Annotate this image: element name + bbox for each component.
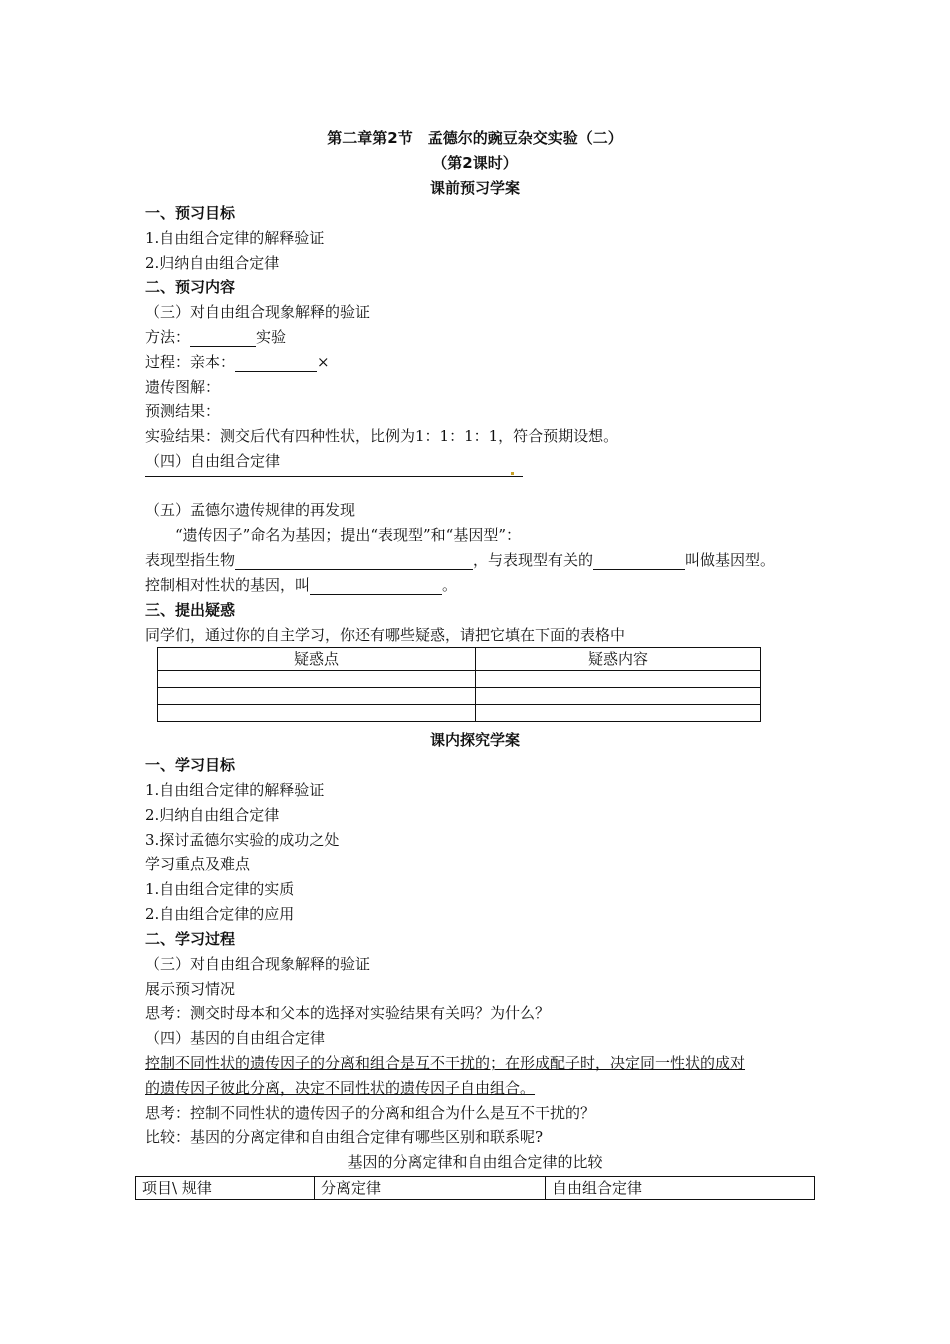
process-line [145, 352, 330, 372]
phenotype-text-b: ，与表现型有关的 [473, 551, 594, 569]
questions-instruction: 同学们，通过你的自主学习，你还有哪些疑惑，请把它填在下面的表格中 [145, 626, 626, 644]
key-point-2: 2.自由组合定律的应用 [145, 905, 295, 923]
law-statement-line-2: 的遗传因子彼此分离，决定不同性状的遗传因子自由组合。 [145, 1079, 536, 1097]
method-blank[interactable] [190, 330, 256, 347]
preview-heading: 课前预习学案 [429, 179, 520, 197]
key-points-label: 学习重点及难点 [145, 855, 251, 873]
key-point-1: 1.自由组合定律的实质 [145, 880, 295, 898]
predict-label: 预测结果： [145, 402, 221, 420]
inclass-heading: 课内探究学案 [429, 731, 520, 749]
allele-text-b: 。 [442, 576, 458, 594]
table-cell[interactable] [158, 688, 476, 705]
inclass-subsection-4: （四）基因的自由组合定律 [145, 1029, 326, 1047]
allele-text-a: 控制相对性状的基因，叫 [145, 576, 311, 594]
table-cell[interactable] [158, 671, 476, 688]
method-suffix: 实验 [256, 328, 287, 346]
preview-section-questions: 三、提出疑惑 [145, 601, 236, 619]
table-header-independent: 自由组合定律 [546, 1177, 815, 1200]
process-label: 过程：亲本： [145, 353, 236, 371]
gene-naming-text: “遗传因子”命名为基因；提出“表现型”和“基因型”： [175, 526, 522, 544]
phenotype-blank[interactable] [235, 553, 473, 570]
inclass-goal-3: 3.探讨孟德尔实验的成功之处 [145, 831, 340, 849]
table-header-content: 疑惑内容 [476, 648, 761, 671]
allele-blank[interactable] [310, 578, 442, 595]
comparison-table-title: 基因的分离定律和自由组合定律的比较 [347, 1153, 603, 1171]
genotype-blank[interactable] [593, 553, 685, 570]
think-question-2: 思考：控制不同性状的遗传因子的分离和组合为什么是互不干扰的？ [145, 1104, 596, 1122]
table-cell[interactable] [476, 688, 761, 705]
compare-question: 比较：基因的分离定律和自由组合定律有哪些区别和联系呢? [145, 1128, 544, 1146]
process-suffix: × [317, 353, 330, 371]
phenotype-text-a: 表现型指生物 [145, 551, 236, 569]
comparison-table [135, 1176, 815, 1200]
table-row [158, 705, 761, 722]
show-preview-label: 展示预习情况 [145, 980, 236, 998]
preview-section-content: 二、预习内容 [145, 278, 236, 296]
table-cell[interactable] [476, 705, 761, 722]
method-line [145, 327, 286, 347]
questions-table [157, 647, 761, 722]
table-cell[interactable] [476, 671, 761, 688]
result-text: 实验结果：测交后代有四种性状，比例为1：1：1：1，符合预期设想。 [145, 427, 619, 445]
inclass-subsection-3: （三）对自由组合现象解释的验证 [145, 955, 371, 973]
preview-goal-2: 2.归纳自由组合定律 [145, 254, 280, 272]
mark-dot [511, 472, 514, 475]
process-blank[interactable] [235, 355, 317, 372]
table-row [158, 671, 761, 688]
preview-section-goals: 一、预习目标 [145, 204, 236, 222]
table-cell[interactable] [158, 705, 476, 722]
inclass-section-goals: 一、学习目标 [145, 756, 236, 774]
document-subtitle: （第2课时） [432, 154, 518, 172]
table-header-item: 项目\ 规律 [136, 1177, 315, 1200]
phenotype-line [145, 550, 775, 570]
table-row [158, 648, 761, 671]
method-label: 方法： [145, 328, 191, 346]
law-blank-line[interactable] [145, 476, 523, 477]
diagram-label: 遗传图解： [145, 378, 221, 396]
inclass-section-process: 二、学习过程 [145, 930, 236, 948]
document-title: 第二章第2节 孟德尔的豌豆杂交实验（二） [327, 129, 623, 147]
table-header-point: 疑惑点 [158, 648, 476, 671]
table-header-segregation: 分离定律 [315, 1177, 546, 1200]
law-statement-line-1: 控制不同性状的遗传因子的分离和组合是互不干扰的；在形成配子时，决定同一性状的成对 [145, 1054, 746, 1072]
preview-subsection-3: （三）对自由组合现象解释的验证 [145, 303, 371, 321]
phenotype-text-c: 叫做基因型。 [685, 551, 776, 569]
inclass-goal-1: 1.自由组合定律的解释验证 [145, 781, 325, 799]
table-row [136, 1177, 815, 1200]
table-row [158, 688, 761, 705]
think-question-1: 思考：测交时母本和父本的选择对实验结果有关吗？为什么？ [145, 1004, 551, 1022]
allele-line [145, 575, 457, 595]
preview-goal-1: 1.自由组合定律的解释验证 [145, 229, 325, 247]
preview-subsection-5: （五）孟德尔遗传规律的再发现 [145, 501, 356, 519]
inclass-goal-2: 2.归纳自由组合定律 [145, 806, 280, 824]
preview-subsection-4: （四）自由组合定律 [145, 452, 281, 470]
